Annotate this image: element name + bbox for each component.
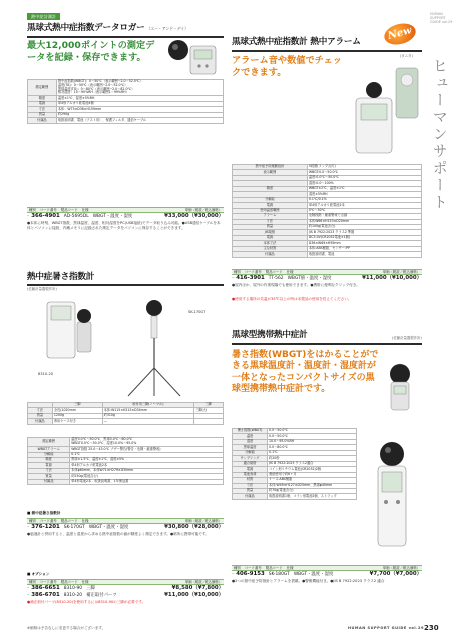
spec-label: 精度 xyxy=(28,458,70,463)
spec-value: 単4形電池2本、取扱説明書、1年保証書 xyxy=(70,479,224,484)
spec-label: 付属品 xyxy=(233,494,268,499)
spec-value: 本体:W49×H127×D25mm、黒球φ40mm xyxy=(268,483,357,488)
spec-value: 熱中症指数(WBGT)：0〜50℃（表示範囲−2.0〜52.0℃） 温度(TA)：0〜50℃（表示範囲−2.0〜52.0℃） 黒球温度(TG)：0〜80℃（表示範囲−2.0〜82.0℃） 相対湿度：10〜90%RH（表示範囲1〜99%RH） xyxy=(56,80,223,96)
order-price: ¥30,800（¥28,000） xyxy=(164,524,224,531)
table-cell: 約310g xyxy=(102,413,194,418)
option-heading: ■ オプション xyxy=(27,572,50,576)
spec-label: 材質 xyxy=(233,478,268,483)
spec-label: サンプリング xyxy=(233,456,268,461)
heat-index-notes: ●風速計と併用すると、温度と湿度から求める熱中症指数の値が精度よく測定できます。●暗所に携帯可能です。 xyxy=(27,532,209,536)
spec-label: 質量 xyxy=(28,112,57,117)
spec-value: 本体：W75×D36×H159mm xyxy=(56,107,223,112)
spec-value: 0.0〜50.0℃ xyxy=(268,434,357,439)
page-number: 230 xyxy=(424,624,439,632)
spec-value: WBGT±2℃、温度±1℃ xyxy=(307,186,421,191)
spec-label: 精度 xyxy=(233,186,308,191)
spec-label: WBGTアラーム xyxy=(28,447,70,452)
spec-label: 質量 xyxy=(28,474,70,479)
spec-label: 寸法 xyxy=(28,107,57,112)
spec-value: 10.0〜95.0%RH xyxy=(268,439,357,444)
spec-value: 湿度:0.0〜100% xyxy=(307,181,421,186)
spec-label: 温度 xyxy=(233,434,268,439)
spec-label: 熱中症予防運動指針 xyxy=(233,165,308,170)
spec-label: 付属品 xyxy=(233,252,308,257)
side-section-title: ヒューマンサポート xyxy=(430,58,449,211)
portable-spec-table xyxy=(232,428,357,500)
spec-label: 寸法 xyxy=(28,468,70,473)
spec-value: WBGT:0.0〜50.0℃ xyxy=(307,170,421,175)
order-code: 376-1201 xyxy=(31,524,60,531)
sub-heading: ■ 熱中症暑さ指数計 xyxy=(27,511,61,515)
spec-value: 温度:0.0℃〜50.0℃ xyxy=(307,175,421,180)
spec-value: 0.0〜50.0℃ xyxy=(268,429,357,434)
spec-label: 寸法 xyxy=(233,219,308,224)
logger-product-image xyxy=(160,36,225,76)
spec-value: 0.1℃ xyxy=(70,452,224,457)
spec-value: 単4形アルカリ乾電池4個 xyxy=(56,101,223,106)
option-note: ●補正取付パーツ(8310-20)を使用するには8310-90の三脚が必要です。 xyxy=(27,600,146,604)
spec-value: 黒球±1.5℃、温度±1℃、湿度±5% xyxy=(70,458,224,463)
image-label-sk170gt: SK-170GT xyxy=(188,310,206,314)
spec-label: 表示範囲 xyxy=(233,170,308,175)
spec-label: 分解能 xyxy=(233,450,268,455)
spec-label: 電源 xyxy=(28,101,57,106)
spec-value: コイン形リチウム電池(CR2032)2個 xyxy=(268,467,357,472)
table-cell: 全長(1020mm xyxy=(52,408,102,413)
spec-label: 暑さ指数(WBGT) xyxy=(233,429,268,434)
option-order-row: – 386-6701 8310-20 補正取付パーツ ¥11,000（¥10,000） xyxy=(27,592,224,599)
order-price: ¥33,000（¥30,000） xyxy=(164,213,224,220)
table-header: 取付用三脚(ノーマル) xyxy=(102,403,194,408)
table-cell: 専用ケース付き xyxy=(52,419,102,424)
alarm-order-row: – 416-3901 TT-562 WBGT値・温度・湿度 ¥11,000（¥10,000） xyxy=(232,275,422,282)
order-code: 416-3901 xyxy=(236,275,265,282)
spec-label: 測定範囲 xyxy=(28,438,70,447)
table-cell: 三脚(大) xyxy=(194,408,224,413)
spec-value: 危険段階・厳重警戒で点滅 xyxy=(307,214,421,219)
product-title-portable: 黒球型携帯熱中症計 xyxy=(232,330,308,340)
spec-label: 分解能 xyxy=(233,197,308,202)
footer-guide: HUMAN SUPPORT GUIDE vol.29 xyxy=(348,626,424,630)
order-price: ¥7,700（¥7,000） xyxy=(369,571,422,578)
tripod-image xyxy=(118,298,190,398)
spec-value: JIS B 7922:2023 クラス2適合 xyxy=(268,461,357,466)
heat-index-order-row: – 376-1201 SK-170GT WBGT・温度・湿度 ¥30,800（¥28,000） xyxy=(27,524,224,531)
table-cell xyxy=(194,419,224,424)
heat-index-meter-image xyxy=(27,292,112,372)
logger-spec-table xyxy=(27,79,224,124)
product-title-logger: 黒球式熱中症指数データロガー （エー・アンド・デイ） xyxy=(27,23,188,33)
spec-label: 質量 xyxy=(233,488,268,493)
spec-value: 連続使用で約6ヶ月 xyxy=(268,472,357,477)
spec-label: 黒球温度 xyxy=(233,445,268,450)
spec-value: ケース:ABS樹脂 xyxy=(268,478,357,483)
spec-value: 温度0.0℃〜50.0℃、黒球0.0℃〜80.0℃ WBGT0.0℃〜50.0℃、湿度10.0%〜95.0% xyxy=(70,438,224,447)
logger-lead: 最大12,000ポイントの測定データを記録・保存できます。 xyxy=(27,40,155,63)
order-spec: WBGT・温度・湿度 xyxy=(92,213,133,219)
heat-index-product-table xyxy=(27,402,224,425)
spec-value: 本体φ60mm、本体W71×H279×D30mm xyxy=(70,468,224,473)
spec-value: 0.1℃/0.1% xyxy=(307,197,421,202)
spec-value: 本体:ABS樹脂、センサー:PP xyxy=(307,246,421,251)
spec-value: 本体W66×H153×D20mm xyxy=(307,219,421,224)
spec-label: 電源 xyxy=(233,467,268,472)
table-header: 三脚 xyxy=(52,403,102,408)
portable-notes: ●2つの熱中症予防指針とアラームを搭載。●警報機能付き。●JIS B 7922:2023 クラス2 適合 xyxy=(232,579,385,583)
spec-label: 精度 xyxy=(28,96,57,101)
table-cell: 1200g xyxy=(52,413,102,418)
model-code: SK-180GT xyxy=(268,571,290,577)
spec-label: 本体寸法 xyxy=(233,241,308,246)
spec-label: 電源 xyxy=(28,463,70,468)
title-rule xyxy=(232,343,422,345)
price-disclaimer: ※価格は予告なしに変更する場合がございます。 xyxy=(27,626,106,630)
spec-label: 付属品 xyxy=(28,118,57,123)
spec-label: 測定範囲 xyxy=(28,80,57,96)
spec-label: アラーム xyxy=(233,214,308,219)
table-cell: 付属品 xyxy=(28,419,53,424)
new-badge: New xyxy=(382,20,418,48)
logger-order-header: 種別 コード番号 製品コード 仕様 単価（税抜／税込価格） xyxy=(29,207,222,212)
spec-row xyxy=(28,118,224,123)
spec-value: 0.1℃ xyxy=(268,450,357,455)
model-code: TT-562 xyxy=(268,275,284,281)
spec-row xyxy=(28,479,224,484)
order-spec: WBGT値・温度・湿度 xyxy=(287,275,332,281)
title-rule xyxy=(27,284,224,286)
alarm-order-header: 種別 コード番号 製品コード 仕様 単価（税抜／税込価格） xyxy=(234,269,420,274)
order-price: ¥11,000（¥10,000） xyxy=(362,275,422,282)
spec-value: 5段階(ランプ点灯) xyxy=(307,165,421,170)
spec-label: JIS規格 xyxy=(233,230,308,235)
spec-value: D36×W69×H95mm xyxy=(307,241,421,246)
spec-value: 温度±1℃、湿度±5%RH xyxy=(56,96,223,101)
guide-label: HUMAN SUPPORT GUIDE vol.29 xyxy=(430,12,453,24)
spec-value: DC3.0V(CR2032電池×1個) xyxy=(307,235,421,240)
spec-value: 取扱説明書、電池（テスト用）、保護フィルタ、通信ケーブル xyxy=(56,118,223,123)
spec-row xyxy=(233,494,357,499)
product-title-heat-index: 熱中症暑さ指数計 xyxy=(27,272,95,282)
table-cell: — xyxy=(102,419,194,424)
order-code: 406-9153 xyxy=(236,571,265,578)
spec-label: 使用温度範囲 xyxy=(233,208,308,213)
spec-value: 単4形アルカリ乾電池2本 xyxy=(307,203,421,208)
order-spec: WBGT・温度・湿度 xyxy=(293,571,334,577)
portable-device-image xyxy=(362,440,422,555)
spec-label: 電池寿命 xyxy=(233,472,268,477)
table-cell: 本体:W115×H215×D34mm xyxy=(102,408,194,413)
spec-value: 取扱説明書1冊、コイン形電池2個、ストラップ xyxy=(268,494,357,499)
logger-order-row: – 366-4901 AD-5695DL WBGT・温度・湿度 ¥33,000（¥30,000） xyxy=(27,213,224,220)
spec-value: 約290g xyxy=(56,112,223,117)
spec-value: JIS B 7922:2023 クラス2 準拠 xyxy=(307,230,421,235)
spec-row xyxy=(28,438,224,447)
spec-value: 約70g(電池含む) xyxy=(268,488,357,493)
spec-label: 適合規格 xyxy=(233,461,268,466)
alarm-lead: アラーム音や数値でチェックできます。 xyxy=(232,55,342,78)
option-order-row: – 386-6651 8310-90 三脚 ¥8,580（¥7,800） xyxy=(27,585,224,592)
alarm-warning-note: ●使用する場所の気温が35℃以上の時は本製品の使用を控えてください。 xyxy=(232,297,352,301)
category-tag: 熱中症計測計 xyxy=(27,13,60,20)
spec-label: 湿度 xyxy=(233,439,268,444)
spec-value: 約100g(電池含む) xyxy=(307,224,421,229)
title-rule xyxy=(232,50,422,52)
alarm-product-image xyxy=(348,58,423,158)
spec-label: 質量 xyxy=(233,224,308,229)
spec-value: 0℃〜50℃ xyxy=(307,208,421,213)
table-cell: 寸法 xyxy=(28,408,53,413)
maker-label: (佐藤計量器製作所) xyxy=(392,336,422,340)
spec-label: 主な材質 xyxy=(233,246,308,251)
heat-index-order-header: 種別 コード番号 製品コード 仕様 単価（税抜／税込価格） xyxy=(29,518,222,523)
spec-value: 0.0〜80.0℃ xyxy=(268,445,357,450)
model-code: SK-170GT xyxy=(63,524,85,530)
option-order-header: 種別 コード番号 製品コード 仕様 単価（税抜／税込価格） xyxy=(29,579,222,584)
spec-value: WBGT指数 25.0〜43.0℃ ブザー警告(警告・危険・厳重警戒) xyxy=(70,447,224,452)
portable-lead: 暑さ指数(WBGT)をはかることができる黒球温度計・温度計・湿度計が一体となったコンパクトサイズの黒球型携帯熱中症計です。 xyxy=(232,350,379,394)
spec-row xyxy=(28,80,224,96)
spec-label: 寸法 xyxy=(233,483,268,488)
spec-value: 約20秒 xyxy=(268,456,357,461)
model-code: AD-5695DL xyxy=(63,213,89,219)
order-spec: WBGT・温度・湿度 xyxy=(88,524,129,530)
logger-notes: ●本体に時刻、WBGT指数、黒球温度、温度、相対湿度をPC(USB接続)でデータ取り込み可能。●USB通信ケーブルを本体とパソコンに接続、内蔵メモリに記録された測定データをパソコンに保存することができます。 xyxy=(27,221,221,230)
maker-label: (タニタ) xyxy=(400,54,413,58)
product-title-alarm: 黒球式熱中症指数計 熱中アラーム xyxy=(232,37,361,47)
table-header: 三脚 xyxy=(194,403,224,408)
alarm-spec-table xyxy=(232,164,422,258)
spec-value: 取扱説明書、電池 xyxy=(307,252,421,257)
spec-label: 分解能 xyxy=(28,452,70,457)
spec-label: 電源 xyxy=(233,203,308,208)
spec-label: 電源 xyxy=(233,235,308,240)
alarm-notes: ●屋内ほか、屋外の作業現場でも使用できます。●携帯に便利なクリップ付き。 xyxy=(232,283,360,287)
spec-value: 湿度±5%RH xyxy=(307,192,421,197)
table-row xyxy=(28,419,224,424)
spec-row xyxy=(233,252,422,257)
spec-label: 付属品 xyxy=(28,479,70,484)
portable-product-image xyxy=(376,362,424,412)
spec-value: 約250g(電池含む) xyxy=(70,474,224,479)
maker-label: (佐藤計量器製作所) xyxy=(27,287,57,291)
heat-index-spec-table xyxy=(27,437,224,485)
table-cell: 質量 xyxy=(28,413,53,418)
portable-order-row: – 406-9153 SK-180GT WBGT・温度・湿度 ¥7,700（¥7,000） xyxy=(232,571,422,578)
image-label-8310: 8310-20 xyxy=(38,372,54,376)
order-code: 366-4901 xyxy=(31,213,60,220)
portable-order-header: 種別 コード番号 製品コード 仕様 単価（税抜／税込価格） xyxy=(234,565,420,570)
spec-value: 単4形アルカリ乾電池2本 xyxy=(70,463,224,468)
